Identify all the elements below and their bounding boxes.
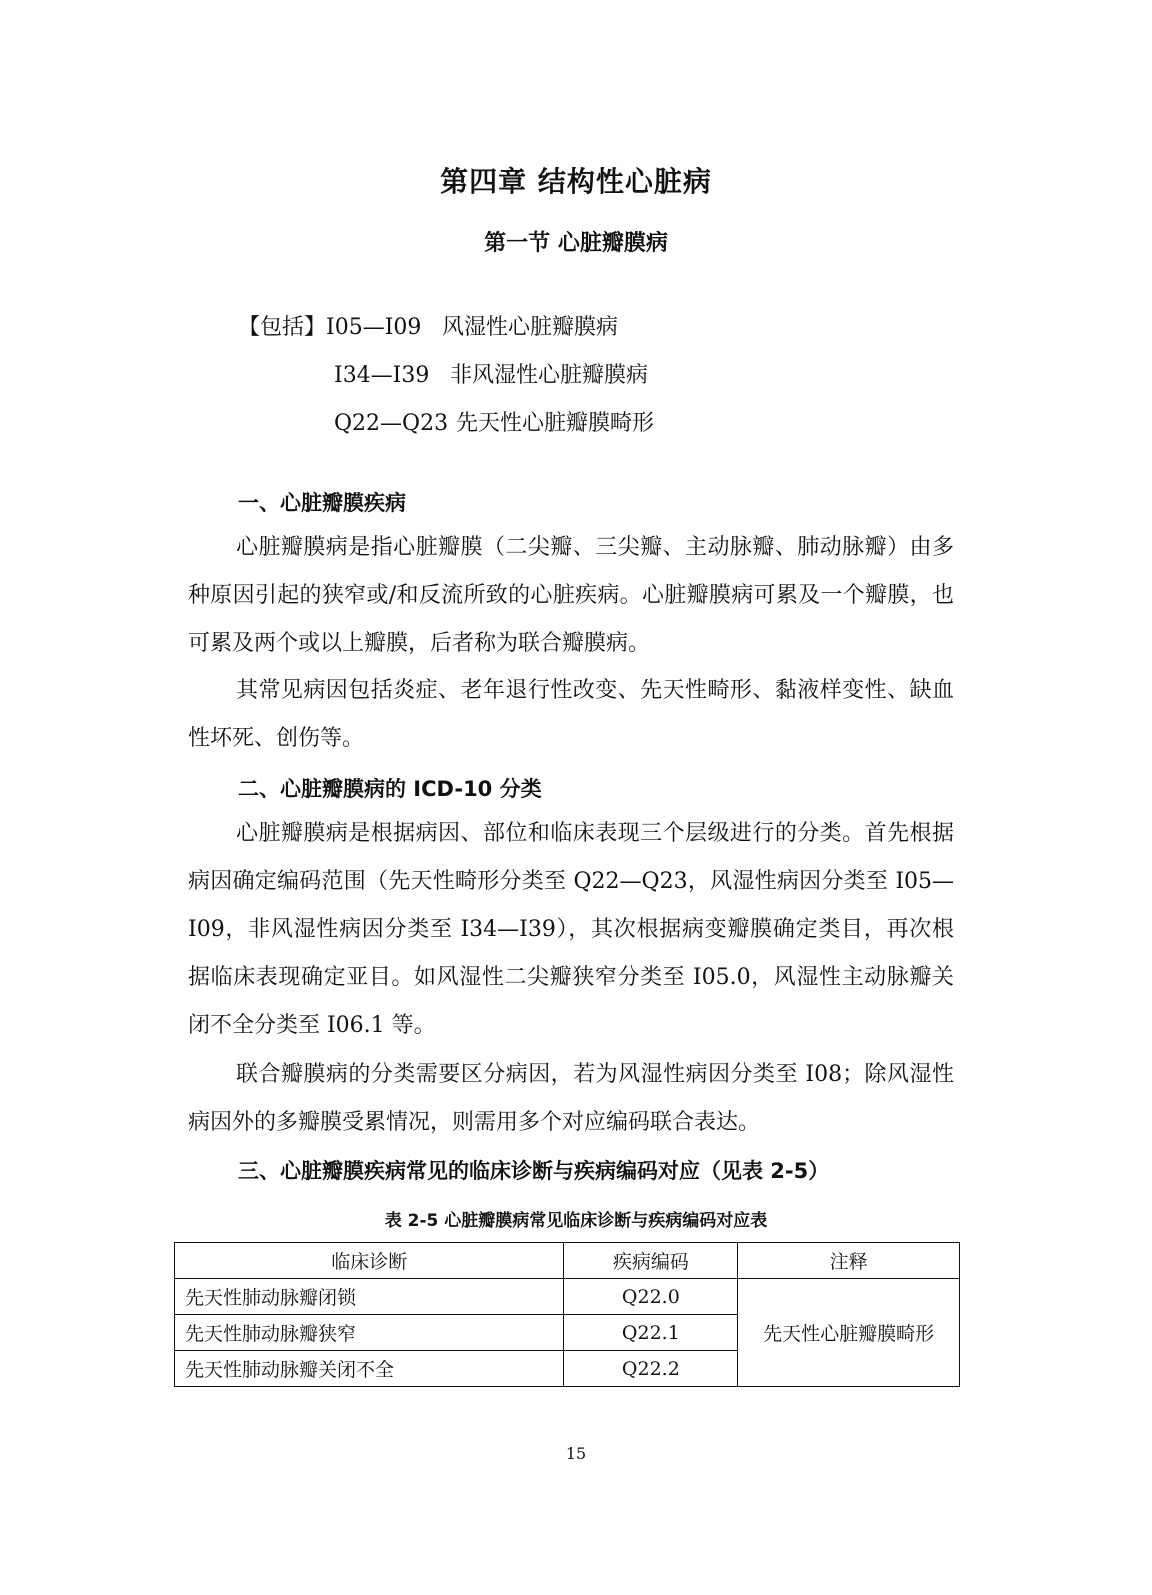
heading-3: 三、心脏瓣膜疾病常见的临床诊断与疾病编码对应（见表 2-5） — [238, 1159, 830, 1183]
heading-1: 一、心脏瓣膜疾病 — [238, 491, 406, 515]
cell-note: 先天性心脏瓣膜畸形 — [738, 1279, 960, 1387]
paragraph-3: 心脏瓣膜病是根据病因、部位和临床表现三个层级进行的分类。首先根据病因确定编码范围（先天性畸形分类至 Q22—Q23，风湿性病因分类至 I05—I09，非风湿性病因分类至 I34—I39），其次根据病变瓣膜确定类目，再次根据临床表现确定亚目。如风湿性二尖瓣狭窄分类至 I05.0，风湿性主动脉瓣关闭不全分类至 I06.1 等。 — [188, 821, 954, 1038]
header-code: 疾病编码 — [564, 1243, 738, 1279]
includes-line-2 — [334, 358, 648, 389]
paragraph-1: 心脏瓣膜病是指心脏瓣膜（二尖瓣、三尖瓣、主动脉瓣、肺动脉瓣）由多种原因引起的狭窄或/和反流所致的心脏疾病。心脏瓣膜病可累及一个瓣膜，也可累及两个或以上瓣膜，后者称为联合瓣膜病。 — [188, 535, 954, 656]
table-row — [175, 1279, 960, 1315]
cell-diagnosis: 先天性肺动脉瓣关闭不全 — [175, 1351, 564, 1387]
page-number: 15 — [565, 1444, 587, 1463]
header-note: 注释 — [738, 1243, 960, 1279]
includes-desc-3: 先天性心脏瓣膜畸形 — [456, 411, 655, 436]
paragraph-4: 联合瓣膜病的分类需要区分病因，若为风湿性病因分类至 I08；除风湿性病因外的多瓣膜受累情况，则需用多个对应编码联合表达。 — [188, 1062, 954, 1135]
includes-desc-1: 风湿性心脏瓣膜病 — [442, 315, 619, 340]
table-header-row — [175, 1243, 960, 1279]
header-diagnosis: 临床诊断 — [175, 1243, 564, 1279]
includes-code-1: I05—I09 — [326, 315, 422, 340]
includes-label: 【包括】 — [238, 315, 327, 340]
paragraph-2: 其常见病因包括炎症、老年退行性改变、先天性畸形、黏液样变性、缺血性坏死、创伤等。 — [188, 678, 954, 751]
cell-diagnosis: 先天性肺动脉瓣闭锁 — [175, 1279, 564, 1315]
section-title: 第一节 心脏瓣膜病 — [484, 231, 668, 256]
chapter-title: 第四章 结构性心脏病 — [440, 165, 712, 198]
includes-desc-2: 非风湿性心脏瓣膜病 — [450, 363, 649, 388]
cell-code: Q22.2 — [564, 1351, 738, 1387]
includes-line-1 — [238, 310, 618, 341]
table-caption: 表 2-5 心脏瓣膜病常见临床诊断与疾病编码对应表 — [384, 1211, 768, 1231]
includes-line-3 — [334, 406, 654, 437]
includes-code-3: Q22—Q23 — [334, 411, 449, 436]
cell-diagnosis: 先天性肺动脉瓣狭窄 — [175, 1315, 564, 1351]
cell-code: Q22.1 — [564, 1315, 738, 1351]
diagnosis-code-table — [174, 1242, 960, 1387]
includes-code-2: I34—I39 — [334, 363, 430, 388]
cell-code: Q22.0 — [564, 1279, 738, 1315]
heading-2: 二、心脏瓣膜病的 ICD-10 分类 — [238, 777, 542, 801]
